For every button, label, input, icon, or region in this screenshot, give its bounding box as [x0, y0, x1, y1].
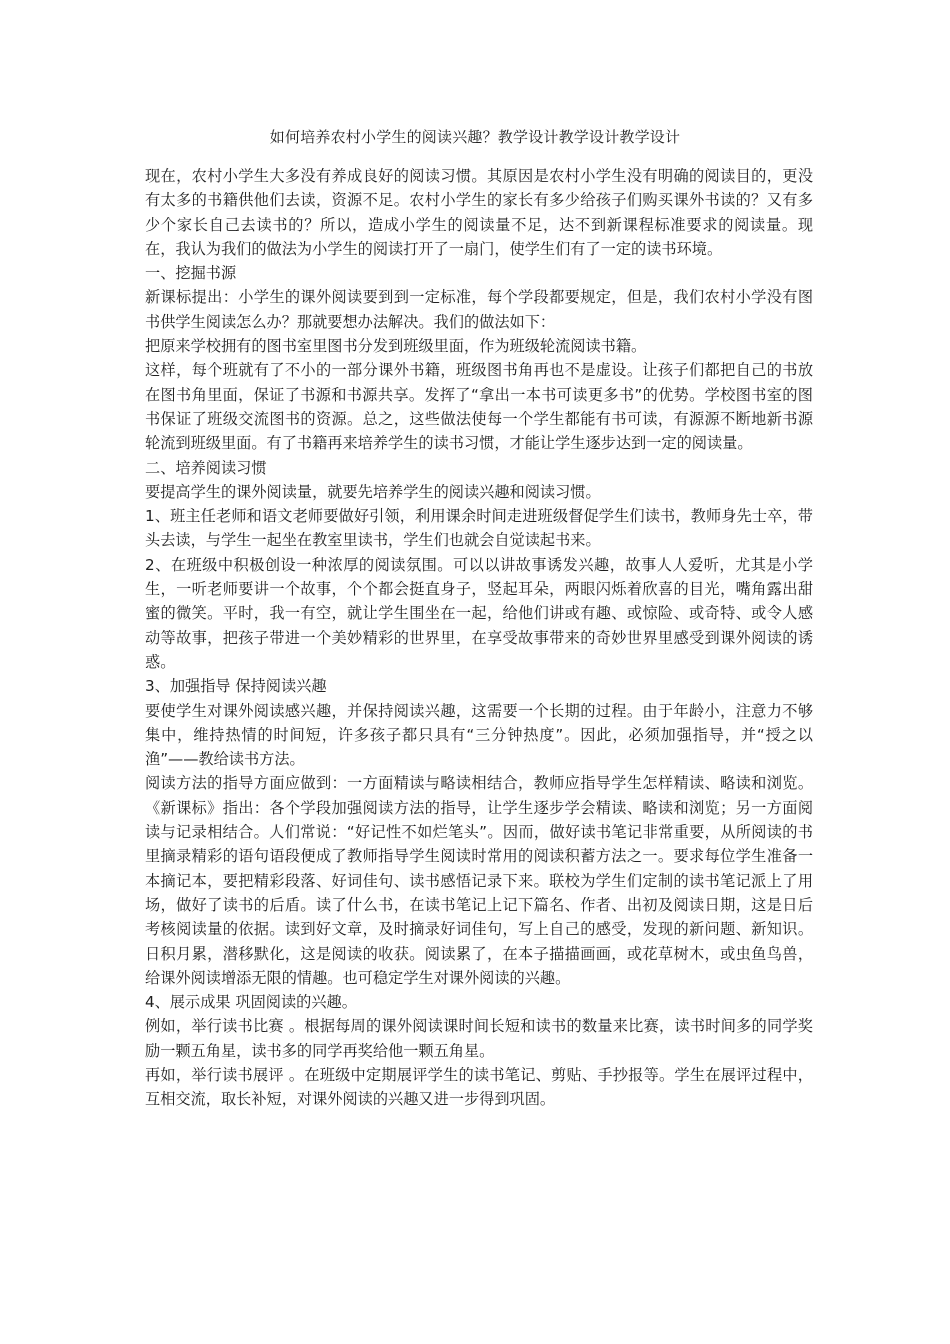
- body-paragraph: 要提高学生的课外阅读量，就要先培养学生的阅读兴趣和阅读习惯。: [145, 482, 601, 501]
- body-paragraph: 把原来学校拥有的图书室里图书分发到班级里面，作为班级轮流阅读书籍。: [145, 337, 647, 356]
- section-heading-2: 二、培养阅读习惯: [145, 458, 267, 477]
- body-paragraph: 再如，举行读书展评 。在班级中定期展评学生的读书笔记、剪贴、手抄报等。学生在展评过程中，互相交流，取长补短，对课外阅读的兴趣又进一步得到巩固。: [145, 1065, 813, 1109]
- document-body: [145, 164, 813, 1112]
- document-title: 如何培养农村小学生的阅读兴趣？教学设计教学设计教学设计: [269, 128, 681, 146]
- body-paragraph: 新课标提出：小学生的课外阅读要到到一定标准，每个学段都要规定，但是，我们农村小学没有图书供学生阅读怎么办？那就要想办法解决。我们的做法如下：: [145, 288, 813, 331]
- body-paragraph: 这样，每个班就有了不小的一部分课外书籍，班级图书角再也不是虚设。让孩子们都把自己的书放在图书角里面，保证了书源和书源共享。发挥了“拿出一本书可读更多书”的优势。学校图书室的图书保证了班级交流图书的资源。总之，这些做法使每一个学生都能有书可读，有源源不断地新书源轮流到班级里面。有了书籍再来培养学生的读书习惯，才能让学生逐步达到一定的阅读量。: [145, 361, 813, 453]
- body-paragraph: 例如，举行读书比赛 。根据每周的课外阅读课时间长短和读书的数量来比赛，读书时间多的同学奖励一颗五角星，读书多的同学再奖给他一颗五角星。: [145, 1017, 813, 1060]
- section-heading-1: 一、挖掘书源: [145, 264, 237, 283]
- numbered-item-4-heading: 4、展示成果 巩固阅读的兴趣。: [145, 993, 357, 1012]
- body-paragraph: 阅读方法的指导方面应做到：一方面精读与略读相结合，教师应指导学生怎样精读、略读和浏览。《新课标》指出：各个学段加强阅读方法的指导，让学生逐步学会精读、略读和浏览；另一方面阅读与记录相结合。人们常说：“好记性不如烂笔头”。因而，做好读书笔记非常重要，从所阅读的书里摘录精彩的语句语段便成了教师指导学生阅读时常用的阅读积蓄方法之一。要求每位学生准备一本摘记本，要把精彩段落、好词佳句、读书感悟记录下来。联校为学生们定制的读书笔记派上了用场，做好了读书的后盾。读了什么书，在读书笔记上记下篇名、作者、出初及阅读日期，这是日后考核阅读量的依据。读到好文章，及时摘录好词佳句，写上自己的感受，发现的新问题、新知识。日积月累，潜移默化，这是阅读的收获。阅读累了，在本子描描画画，或花草树木，或虫鱼鸟兽，给课外阅读增添无限的情趣。也可稳定学生对课外阅读的兴趣。: [145, 774, 813, 987]
- body-paragraph: 要使学生对课外阅读感兴趣，并保持阅读兴趣，这需要一个长期的过程。由于年龄小，注意力不够集中，维持热情的时间短，许多孩子都只具有“三分钟热度”。因此，必须加强指导，并“授之以渔”——教给读书方法。: [145, 701, 813, 769]
- numbered-item-3-heading: 3、加强指导 保持阅读兴趣: [145, 677, 327, 696]
- intro-paragraph: 现在，农村小学生大多没有养成良好的阅读习惯。其原因是农村小学生没有明确的阅读目的，更没有太多的书籍供他们去读，资源不足。农村小学生的家长有多少给孩子们购买课外书读的？又有多少个家长自己去读书的？所以，造成小学生的阅读量不足，达不到新课程标准要求的阅读量。现在，我认为我们的做法为小学生的阅读打开了一扇门，使学生们有了一定的读书环境。: [145, 167, 813, 258]
- numbered-item-1: 1、班主任老师和语文老师要做好引领，利用课余时间走进班级督促学生们读书，教师身先士卒，带头去读，与学生一起坐在教室里读书，学生们也就会自觉读起书来。: [145, 507, 813, 550]
- numbered-item-2: 2、在班级中积极创设一种浓厚的阅读氛围。可以以讲故事诱发兴趣，故事人人爱听，尤其是小学生，一听老师要讲一个故事，个个都会挺直身子，竖起耳朵，两眼闪烁着欣喜的目光，嘴角露出甜蜜的微笑。平时，我一有空，就让学生围坐在一起，给他们讲或有趣、或惊险、或奇特、或令人感动等故事，把孩子带进一个美妙精彩的世界里，在享受故事带来的奇妙世界里感受到课外阅读的诱惑。: [145, 555, 813, 671]
